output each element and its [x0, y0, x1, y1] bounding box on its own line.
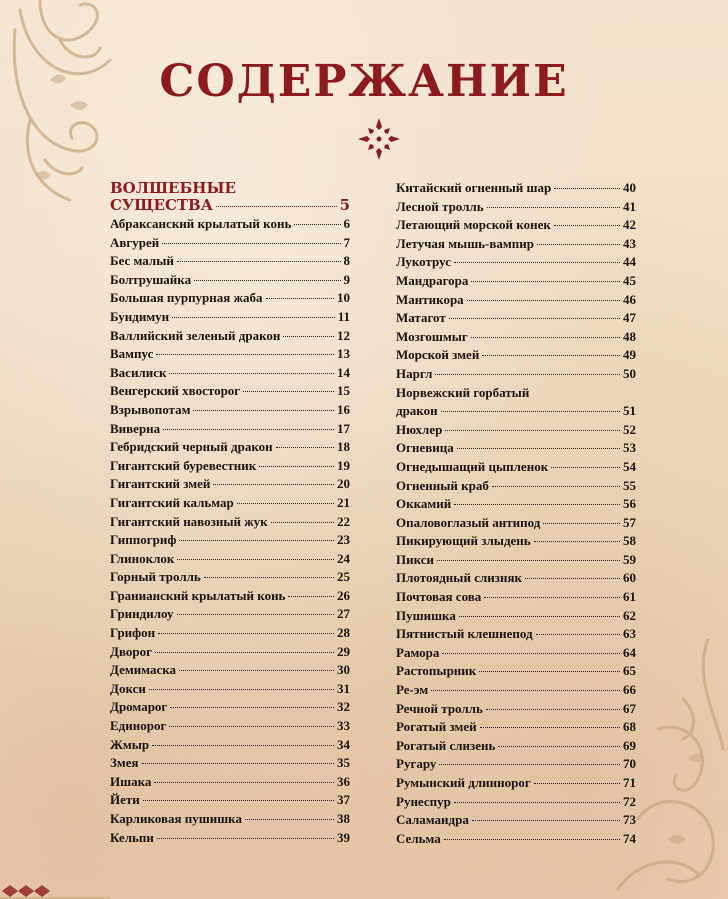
- toc-entry[interactable]: [110, 216, 350, 235]
- toc-entry[interactable]: [110, 495, 350, 514]
- entry-page-number: 49: [623, 347, 636, 363]
- toc-entry[interactable]: [110, 290, 350, 309]
- entry-title: Саламандра: [396, 812, 469, 828]
- dot-leader: [454, 504, 620, 505]
- entry-page-number: 73: [623, 812, 636, 828]
- entry-title: Гигантский змей: [110, 476, 211, 492]
- dot-leader: [142, 763, 334, 764]
- toc-entry[interactable]: [110, 421, 350, 440]
- toc-entry[interactable]: [396, 236, 636, 255]
- toc-entry[interactable]: [396, 533, 636, 552]
- dot-leader: [471, 281, 620, 282]
- dot-leader: [213, 484, 334, 485]
- toc-entry[interactable]: [396, 329, 636, 348]
- dot-leader: [143, 800, 334, 801]
- dot-leader: [536, 634, 620, 635]
- entry-title: Венгерский хвосторог: [110, 383, 241, 399]
- entry-title: Мозгошмыг: [396, 328, 468, 344]
- toc-entry[interactable]: [110, 272, 350, 291]
- toc-entry[interactable]: [110, 774, 350, 793]
- dot-leader: [177, 559, 334, 560]
- entry-page-number: 67: [623, 700, 636, 716]
- toc-entry[interactable]: [110, 309, 350, 328]
- entry-page-number: 16: [337, 401, 350, 417]
- dot-leader: [445, 430, 620, 431]
- dot-leader: [172, 317, 335, 318]
- entry-page-number: 15: [337, 383, 350, 399]
- entry-title: Мантикора: [396, 291, 464, 307]
- entry-title: Оккамий: [396, 496, 452, 512]
- entry-page-number: 66: [623, 682, 636, 698]
- entry-page-number: 47: [623, 310, 636, 326]
- dot-leader: [534, 783, 620, 784]
- toc-entry[interactable]: [110, 235, 350, 254]
- section-page-number: 5: [339, 196, 350, 214]
- entry-page-number: 31: [337, 680, 350, 696]
- entry-page-number: 7: [343, 234, 350, 250]
- entry-title: Змея: [110, 755, 139, 771]
- entry-title: Йети: [110, 792, 140, 808]
- entry-page-number: 58: [623, 533, 636, 549]
- entry-page-number: 11: [337, 308, 350, 324]
- toc-entry[interactable]: [396, 645, 636, 664]
- toc-entry[interactable]: [396, 459, 636, 478]
- entry-title: Рамора: [396, 644, 440, 660]
- entry-title: Докси: [110, 680, 146, 696]
- entry-title: Лукотрус: [396, 254, 451, 270]
- dot-leader: [259, 466, 334, 467]
- toc-entry[interactable]: [396, 199, 636, 218]
- dot-leader: [294, 224, 340, 225]
- entry-page-number: 21: [337, 494, 350, 510]
- toc-entry[interactable]: [110, 458, 350, 477]
- entry-page-number: 24: [337, 550, 350, 566]
- toc-entry[interactable]: [110, 346, 350, 365]
- entry-title: Кельпи: [110, 829, 154, 845]
- toc-entry[interactable]: [396, 180, 636, 199]
- dot-leader: [204, 577, 334, 578]
- toc-column-right: [396, 180, 636, 849]
- entry-page-number: 37: [337, 792, 350, 808]
- section-title-line2: СУЩЕСТВА: [110, 196, 213, 214]
- toc-list-left: [110, 216, 350, 848]
- toc-entry[interactable]: [396, 440, 636, 459]
- entry-title: Плотоядный слизняк: [396, 570, 522, 586]
- entry-title: Бес малый: [110, 253, 174, 269]
- toc-entry[interactable]: [396, 831, 636, 850]
- dot-leader: [154, 782, 334, 783]
- dot-leader: [194, 280, 340, 281]
- toc-entry[interactable]: [396, 496, 636, 515]
- entry-page-number: 27: [337, 606, 350, 622]
- entry-title: Жмыр: [110, 736, 150, 752]
- entry-title: Гиппогриф: [110, 532, 177, 548]
- toc-entry[interactable]: [396, 663, 636, 682]
- dot-leader: [149, 689, 334, 690]
- entry-title: Огненный краб: [396, 477, 489, 493]
- dot-leader: [179, 670, 334, 671]
- dot-leader: [454, 802, 620, 803]
- dot-leader: [431, 690, 620, 691]
- entry-page-number: 64: [623, 644, 636, 660]
- entry-page-number: 14: [337, 364, 350, 380]
- entry-title: Лесной тролль: [396, 198, 484, 214]
- dot-leader: [487, 207, 620, 208]
- dot-leader: [484, 597, 620, 598]
- dot-leader: [266, 298, 335, 299]
- toc-entry[interactable]: [110, 792, 350, 811]
- entry-page-number: 69: [623, 737, 636, 753]
- dot-leader: [543, 523, 620, 524]
- toc-column-left: [110, 180, 350, 848]
- toc-entry[interactable]: [110, 514, 350, 533]
- entry-page-number: 33: [337, 718, 350, 734]
- compass-ornament-icon: [356, 116, 402, 162]
- entry-title: Рогатый змей: [396, 719, 477, 735]
- toc-entry[interactable]: [110, 402, 350, 421]
- toc-entry[interactable]: [396, 682, 636, 701]
- entry-page-number: 59: [623, 551, 636, 567]
- dot-leader: [449, 318, 620, 319]
- entry-page-number: 46: [623, 291, 636, 307]
- dot-leader: [444, 839, 620, 840]
- toc-entry[interactable]: [396, 422, 636, 441]
- dot-leader: [157, 838, 334, 839]
- toc-entry[interactable]: [110, 328, 350, 347]
- toc-entry[interactable]: [396, 292, 636, 311]
- toc-entry[interactable]: [396, 608, 636, 627]
- dot-leader: [193, 410, 334, 411]
- entry-page-number: 28: [337, 625, 350, 641]
- entry-title: Рунеспур: [396, 793, 451, 809]
- dot-leader: [158, 633, 334, 634]
- entry-page-number: 43: [623, 235, 636, 251]
- entry-page-number: 50: [623, 365, 636, 381]
- toc-entry[interactable]: [110, 699, 350, 718]
- dot-leader: [163, 429, 334, 430]
- dot-leader: [216, 206, 337, 207]
- entry-title: Пикси: [396, 551, 435, 567]
- entry-title: Единорог: [110, 718, 167, 734]
- entry-page-number: 71: [623, 775, 636, 790]
- entry-page-number: 61: [623, 589, 636, 605]
- entry-title: Норвежский горбатый: [396, 384, 530, 400]
- entry-title: Василиск: [110, 364, 167, 380]
- toc-entry[interactable]: [110, 625, 350, 644]
- entry-title: Летучая мышь-вампир: [396, 235, 534, 251]
- entry-page-number: 68: [623, 719, 636, 735]
- entry-title: Авгурей: [110, 234, 160, 250]
- entry-title: Большая пурпурная жаба: [110, 290, 263, 306]
- entry-page-number: 57: [623, 514, 636, 530]
- toc-entry[interactable]: [110, 755, 350, 774]
- entry-title: Гриндилоу: [110, 606, 174, 622]
- toc-entry[interactable]: [396, 570, 636, 589]
- entry-title: Горный тролль: [110, 569, 201, 585]
- entry-page-number: 12: [337, 327, 350, 343]
- toc-entry[interactable]: [396, 738, 636, 757]
- dot-leader: [551, 467, 620, 468]
- dot-leader: [472, 820, 620, 821]
- entry-page-number: 62: [623, 607, 636, 623]
- dot-leader: [162, 243, 340, 244]
- dot-leader: [237, 503, 334, 504]
- entry-title: Растопырник: [396, 663, 477, 679]
- toc-entry[interactable]: [396, 478, 636, 497]
- entry-page-number: 72: [623, 793, 636, 809]
- entry-page-number: 6: [343, 216, 350, 231]
- dot-leader: [170, 707, 334, 708]
- entry-title: Летающий морской конек: [396, 217, 551, 233]
- toc-entry[interactable]: [110, 737, 350, 756]
- toc-entry[interactable]: [396, 719, 636, 738]
- entry-title: Ре-эм: [396, 682, 429, 698]
- entry-title: Рогатый слизень: [396, 737, 496, 753]
- toc-entry[interactable]: [396, 812, 636, 831]
- entry-title: Гигантский буревестник: [110, 457, 257, 473]
- bottom-border-ornament: [0, 877, 110, 899]
- entry-page-number: 38: [337, 811, 350, 826]
- toc-entry[interactable]: [396, 589, 636, 608]
- entry-page-number: 22: [337, 513, 350, 529]
- dot-leader: [486, 709, 620, 710]
- toc-entry[interactable]: [396, 552, 636, 571]
- entry-page-number: 52: [623, 421, 636, 437]
- dot-leader: [271, 522, 334, 523]
- entry-title: Наргл: [396, 365, 433, 381]
- section-title-row: [110, 197, 350, 216]
- dot-leader: [480, 727, 620, 728]
- toc-entry[interactable]: [110, 532, 350, 551]
- toc-entry[interactable]: [396, 217, 636, 236]
- entry-page-number: 42: [623, 217, 636, 233]
- entry-page-number: 9: [343, 271, 350, 287]
- entry-page-number: 40: [623, 180, 636, 195]
- entry-title: Абраксанский крылатый конь: [110, 216, 292, 231]
- toc-entry[interactable]: [396, 403, 636, 422]
- toc-entry[interactable]: [110, 830, 350, 849]
- entry-title: Речной тролль: [396, 700, 483, 716]
- dot-leader: [441, 411, 620, 412]
- toc-entry[interactable]: [396, 366, 636, 385]
- dot-leader: [179, 540, 334, 541]
- dot-leader: [459, 616, 620, 617]
- entry-title: Мандрагора: [396, 272, 469, 288]
- entry-title: Карликовая пушишка: [110, 811, 242, 826]
- entry-title: Дромарог: [110, 699, 168, 715]
- dot-leader: [479, 671, 620, 672]
- entry-page-number: 36: [337, 773, 350, 789]
- entry-title: Гранианский крылатый конь: [110, 587, 286, 603]
- entry-title: Демимаска: [110, 662, 177, 678]
- entry-title: Гигантский кальмар: [110, 494, 234, 510]
- dot-leader: [177, 261, 341, 262]
- entry-title: Гебридский черный дракон: [110, 439, 273, 455]
- toc-entry[interactable]: [396, 310, 636, 329]
- entry-page-number: 32: [337, 699, 350, 715]
- dot-leader: [152, 745, 334, 746]
- toc-entry[interactable]: [396, 756, 636, 775]
- entry-page-number: 17: [337, 420, 350, 436]
- entry-title: Гигантский навозный жук: [110, 513, 268, 529]
- toc-entry[interactable]: [110, 383, 350, 402]
- dot-leader: [169, 373, 334, 374]
- entry-title: Виверна: [110, 420, 161, 436]
- toc-entry[interactable]: [110, 606, 350, 625]
- dot-leader: [534, 541, 620, 542]
- entry-title: Взрывопотам: [110, 401, 191, 417]
- entry-page-number: 45: [623, 272, 636, 288]
- entry-title: Ругару: [396, 756, 437, 772]
- entry-title: дракон: [396, 403, 438, 419]
- entry-page-number: 20: [337, 476, 350, 492]
- dot-leader: [482, 355, 620, 356]
- dot-leader: [435, 374, 620, 375]
- dot-leader: [498, 746, 620, 747]
- entry-title: Пикирующий злыдень: [396, 533, 531, 549]
- entry-page-number: 25: [337, 569, 350, 585]
- entry-page-number: 63: [623, 626, 636, 642]
- dot-leader: [467, 300, 620, 301]
- entry-page-number: 8: [343, 253, 350, 269]
- entry-title: Дворог: [110, 643, 153, 659]
- entry-page-number: 35: [337, 755, 350, 771]
- dot-leader: [437, 560, 620, 561]
- entry-title: Морской змей: [396, 347, 480, 363]
- entry-page-number: 54: [623, 458, 636, 474]
- toc-entry[interactable]: [110, 253, 350, 272]
- entry-title: Болтрушайка: [110, 271, 192, 287]
- toc-entry[interactable]: [396, 794, 636, 813]
- entry-page-number: 30: [337, 662, 350, 678]
- toc-entry[interactable]: [110, 476, 350, 495]
- entry-title: Бундимун: [110, 308, 170, 324]
- dot-leader: [245, 819, 334, 820]
- page-title: СОДЕРЖАНИЕ: [159, 56, 569, 107]
- dot-leader: [276, 447, 334, 448]
- entry-title: Пушишка: [396, 607, 456, 623]
- dot-leader: [288, 596, 334, 597]
- entry-page-number: 13: [337, 346, 350, 362]
- toc-entry[interactable]: [110, 551, 350, 570]
- entry-page-number: 55: [623, 477, 636, 493]
- entry-title: Сельма: [396, 830, 441, 846]
- toc-entry[interactable]: [110, 365, 350, 384]
- entry-page-number: 41: [623, 198, 636, 214]
- dot-leader: [177, 614, 334, 615]
- entry-page-number: 39: [337, 829, 350, 845]
- dot-leader: [554, 188, 620, 189]
- dot-leader: [155, 652, 334, 653]
- dot-leader: [525, 578, 620, 579]
- section-title-line1: ВОЛШЕБНЫЕ: [110, 179, 236, 197]
- entry-title: Глиноклок: [110, 550, 175, 566]
- entry-page-number: 23: [337, 532, 350, 548]
- toc-entry[interactable]: [110, 681, 350, 700]
- toc-entry[interactable]: [396, 385, 636, 404]
- toc-entry[interactable]: [110, 662, 350, 681]
- entry-page-number: 10: [337, 290, 350, 306]
- dot-leader: [439, 764, 620, 765]
- toc-entry[interactable]: [110, 644, 350, 663]
- toc-entry[interactable]: [396, 515, 636, 534]
- toc-entry[interactable]: [396, 626, 636, 645]
- dot-leader: [169, 726, 334, 727]
- dot-leader: [537, 244, 620, 245]
- dot-leader: [492, 486, 620, 487]
- entry-page-number: 19: [337, 457, 350, 473]
- entry-title: Матагот: [396, 310, 446, 326]
- entry-title: Опаловоглазый антипод: [396, 514, 541, 530]
- entry-page-number: 34: [337, 736, 350, 752]
- toc-entry[interactable]: [396, 254, 636, 273]
- entry-title: Грифон: [110, 625, 156, 641]
- entry-title: Ишака: [110, 773, 152, 789]
- dot-leader: [471, 337, 620, 338]
- entry-title: Румынский длиннорог: [396, 775, 531, 790]
- entry-title: Пятнистый клешнепод: [396, 626, 533, 642]
- entry-title: Вампус: [110, 346, 154, 362]
- toc-list-right: [396, 180, 636, 849]
- toc-entry[interactable]: [110, 811, 350, 830]
- section-heading[interactable]: [110, 180, 350, 216]
- toc-entry[interactable]: [396, 347, 636, 366]
- entry-title: Огневица: [396, 440, 454, 456]
- entry-title: Валлийский зеленый дракон: [110, 327, 281, 343]
- entry-page-number: 60: [623, 570, 636, 586]
- entry-title: Почтовая сова: [396, 589, 482, 605]
- entry-page-number: 29: [337, 643, 350, 659]
- entry-page-number: 44: [623, 254, 636, 270]
- toc-entry[interactable]: [110, 588, 350, 607]
- toc-entry[interactable]: [110, 439, 350, 458]
- toc-entry[interactable]: [396, 273, 636, 292]
- entry-page-number: 53: [623, 440, 636, 456]
- toc-entry[interactable]: [110, 718, 350, 737]
- entry-title: Китайский огненный шар: [396, 180, 552, 195]
- toc-entry[interactable]: [396, 701, 636, 720]
- toc-entry[interactable]: [110, 569, 350, 588]
- dot-leader: [243, 391, 334, 392]
- entry-page-number: 48: [623, 328, 636, 344]
- dot-leader: [554, 225, 620, 226]
- entry-page-number: 26: [337, 587, 350, 603]
- entry-page-number: 74: [623, 830, 636, 846]
- dot-leader: [457, 448, 620, 449]
- entry-page-number: 70: [623, 756, 636, 772]
- entry-page-number: 18: [337, 439, 350, 455]
- entry-page-number: 51: [623, 403, 636, 419]
- toc-entry[interactable]: [396, 775, 636, 794]
- entry-title: Нюхлер: [396, 421, 443, 437]
- dot-leader: [442, 653, 620, 654]
- entry-title: Огнедышащий цыпленок: [396, 458, 549, 474]
- dot-leader: [283, 336, 334, 337]
- dot-leader: [454, 262, 620, 263]
- dot-leader: [156, 354, 334, 355]
- entry-page-number: 56: [623, 496, 636, 512]
- entry-page-number: 65: [623, 663, 636, 679]
